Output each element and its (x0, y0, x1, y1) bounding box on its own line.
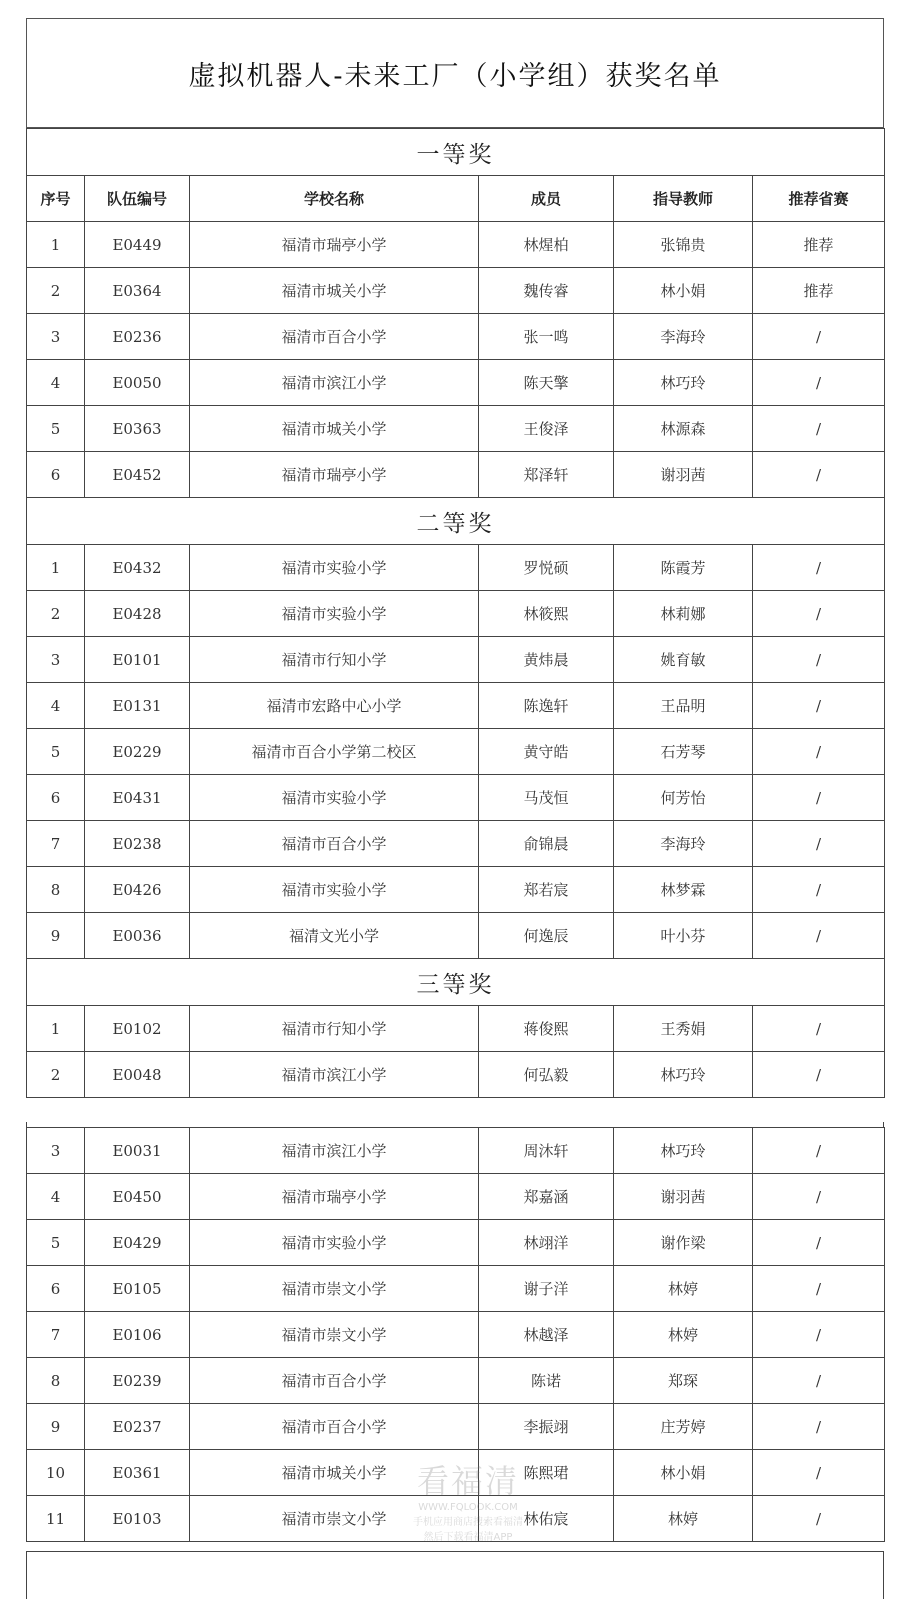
award-table-part2 (26, 1127, 885, 1542)
cell-teacher: 谢羽茜 (614, 452, 753, 498)
cell-school: 福清文光小学 (190, 913, 479, 959)
cell-school: 福清市行知小学 (190, 637, 479, 683)
watermark-line2: 然后下载看福清APP (423, 1532, 513, 1543)
cell-member: 张一鸣 (479, 314, 614, 360)
cell-member: 林佑宸 (479, 1496, 614, 1542)
watermark-brand: 看福清 (416, 1462, 519, 1500)
table-row (27, 406, 885, 452)
cell-recommend: / (753, 545, 885, 591)
cell-teacher: 林莉娜 (614, 591, 753, 637)
cell-teacher: 石芳琴 (614, 729, 753, 775)
cell-school: 福清市实验小学 (190, 591, 479, 637)
cell-member: 林越泽 (479, 1312, 614, 1358)
cell-member: 蒋俊熙 (479, 1006, 614, 1052)
table-row (27, 591, 885, 637)
cell-school: 福清市瑞亭小学 (190, 222, 479, 268)
cell-index: 5 (27, 406, 85, 452)
cell-recommend: / (753, 591, 885, 637)
table-row (27, 360, 885, 406)
table-row (27, 683, 885, 729)
table-row (27, 1404, 885, 1450)
cell-teacher: 郑琛 (614, 1358, 753, 1404)
cell-school: 福清市百合小学 (190, 1358, 479, 1404)
cell-recommend: / (753, 729, 885, 775)
cell-index: 6 (27, 452, 85, 498)
cell-recommend: / (753, 452, 885, 498)
cell-recommend: / (753, 1220, 885, 1266)
cell-member: 黄守皓 (479, 729, 614, 775)
cell-school: 福清市实验小学 (190, 1220, 479, 1266)
cell-team-id: E0426 (85, 867, 190, 913)
cell-index: 6 (27, 1266, 85, 1312)
cell-recommend: / (753, 1496, 885, 1542)
cell-index: 1 (27, 1006, 85, 1052)
cell-teacher: 庄芳婷 (614, 1404, 753, 1450)
table-row (27, 1312, 885, 1358)
cell-school: 福清市百合小学 (190, 821, 479, 867)
cell-team-id: E0364 (85, 268, 190, 314)
award-level-label: 一等奖 (27, 129, 885, 176)
cell-member: 林煋柏 (479, 222, 614, 268)
cell-recommend: / (753, 360, 885, 406)
cell-team-id: E0432 (85, 545, 190, 591)
cell-index: 3 (27, 314, 85, 360)
table-row (27, 268, 885, 314)
cell-teacher: 林小娟 (614, 268, 753, 314)
award-level-row (27, 959, 885, 1006)
cell-teacher: 林小娟 (614, 1450, 753, 1496)
cell-team-id: E0101 (85, 637, 190, 683)
cell-member: 陈熙珺 (479, 1450, 614, 1496)
award-table-part1 (26, 128, 885, 1098)
watermark-url: WWW.FQLOOK.COM (418, 1502, 518, 1513)
cell-index: 8 (27, 867, 85, 913)
cell-index: 4 (27, 360, 85, 406)
cell-index: 1 (27, 545, 85, 591)
cell-member: 黄炜晨 (479, 637, 614, 683)
cell-recommend: / (753, 821, 885, 867)
cell-school: 福清市百合小学 (190, 1404, 479, 1450)
cell-recommend: / (753, 406, 885, 452)
table-row (27, 1006, 885, 1052)
document-title: 虚拟机器人-未来工厂（小学组）获奖名单 (26, 18, 884, 128)
table-row (27, 867, 885, 913)
cell-team-id: E0237 (85, 1404, 190, 1450)
cell-teacher: 李海玲 (614, 821, 753, 867)
cell-index: 7 (27, 1312, 85, 1358)
table-row (27, 637, 885, 683)
column-header: 指导教师 (614, 176, 753, 222)
column-header: 推荐省赛 (753, 176, 885, 222)
cell-recommend: / (753, 1052, 885, 1098)
cell-school: 福清市百合小学 (190, 314, 479, 360)
table-row (27, 1128, 885, 1174)
table-row (27, 314, 885, 360)
cell-teacher: 姚育敏 (614, 637, 753, 683)
cell-teacher: 林婷 (614, 1496, 753, 1542)
cell-index: 6 (27, 775, 85, 821)
table-row (27, 1266, 885, 1312)
cell-team-id: E0036 (85, 913, 190, 959)
cell-recommend: / (753, 1174, 885, 1220)
cell-team-id: E0105 (85, 1266, 190, 1312)
cell-member: 谢子洋 (479, 1266, 614, 1312)
cell-teacher: 林婷 (614, 1266, 753, 1312)
cell-member: 郑泽轩 (479, 452, 614, 498)
cell-member: 林翊洋 (479, 1220, 614, 1266)
cell-school: 福清市瑞亭小学 (190, 1174, 479, 1220)
cell-recommend: / (753, 775, 885, 821)
cell-member: 王俊泽 (479, 406, 614, 452)
cell-teacher: 王品明 (614, 683, 753, 729)
award-level-label: 二等奖 (27, 498, 885, 545)
cell-index: 3 (27, 1128, 85, 1174)
cell-member: 俞锦晨 (479, 821, 614, 867)
cell-school: 福清市实验小学 (190, 775, 479, 821)
cell-teacher: 谢作梁 (614, 1220, 753, 1266)
cell-school: 福清市实验小学 (190, 545, 479, 591)
cell-school: 福清市百合小学第二校区 (190, 729, 479, 775)
next-page-top (26, 1551, 884, 1599)
cell-school: 福清市滨江小学 (190, 1052, 479, 1098)
table-row (27, 1450, 885, 1496)
cell-school: 福清市城关小学 (190, 268, 479, 314)
cell-school: 福清市崇文小学 (190, 1496, 479, 1542)
table-row (27, 1174, 885, 1220)
cell-school: 福清市城关小学 (190, 1450, 479, 1496)
table-row (27, 821, 885, 867)
table-row (27, 222, 885, 268)
cell-index: 5 (27, 1220, 85, 1266)
cell-recommend: / (753, 314, 885, 360)
cell-team-id: E0239 (85, 1358, 190, 1404)
cell-school: 福清市滨江小学 (190, 360, 479, 406)
cell-index: 9 (27, 913, 85, 959)
cell-school: 福清市崇文小学 (190, 1312, 479, 1358)
cell-team-id: E0236 (85, 314, 190, 360)
cell-teacher: 叶小芬 (614, 913, 753, 959)
cell-teacher: 何芳怡 (614, 775, 753, 821)
cell-team-id: E0229 (85, 729, 190, 775)
award-sheet (26, 18, 884, 1098)
cell-teacher: 李海玲 (614, 314, 753, 360)
cell-index: 4 (27, 683, 85, 729)
cell-team-id: E0449 (85, 222, 190, 268)
cell-index: 4 (27, 1174, 85, 1220)
cell-school: 福清市滨江小学 (190, 1128, 479, 1174)
cell-school: 福清市实验小学 (190, 867, 479, 913)
award-sheet-continued (26, 1127, 884, 1542)
cell-member: 何弘毅 (479, 1052, 614, 1098)
cell-recommend: / (753, 913, 885, 959)
cell-recommend: 推荐 (753, 222, 885, 268)
table-row (27, 775, 885, 821)
cell-teacher: 王秀娟 (614, 1006, 753, 1052)
award-level-row (27, 498, 885, 545)
cell-member: 陈天擎 (479, 360, 614, 406)
cell-teacher: 林婷 (614, 1312, 753, 1358)
cell-index: 7 (27, 821, 85, 867)
cell-teacher: 林源森 (614, 406, 753, 452)
cell-index: 10 (27, 1450, 85, 1496)
table-row (27, 545, 885, 591)
watermark-line1: 手机应用商店搜索看福清 (413, 1517, 523, 1528)
cell-member: 林筱熙 (479, 591, 614, 637)
cell-school: 福清市瑞亭小学 (190, 452, 479, 498)
cell-recommend: / (753, 1006, 885, 1052)
cell-member: 何逸辰 (479, 913, 614, 959)
column-header: 学校名称 (190, 176, 479, 222)
table-row (27, 1496, 885, 1542)
cell-school: 福清市城关小学 (190, 406, 479, 452)
cell-member: 郑若宸 (479, 867, 614, 913)
cell-team-id: E0102 (85, 1006, 190, 1052)
cell-recommend: 推荐 (753, 268, 885, 314)
cell-school: 福清市行知小学 (190, 1006, 479, 1052)
header-row (27, 176, 885, 222)
cell-member: 郑嘉涵 (479, 1174, 614, 1220)
cell-team-id: E0103 (85, 1496, 190, 1542)
cell-teacher: 林巧玲 (614, 1052, 753, 1098)
cell-teacher: 林梦霖 (614, 867, 753, 913)
cell-teacher: 陈霞芳 (614, 545, 753, 591)
cell-recommend: / (753, 683, 885, 729)
cell-school: 福清市宏路中心小学 (190, 683, 479, 729)
table-row (27, 452, 885, 498)
cell-index: 3 (27, 637, 85, 683)
award-level-label: 三等奖 (27, 959, 885, 1006)
cell-index: 2 (27, 268, 85, 314)
cell-recommend: / (753, 867, 885, 913)
cell-index: 8 (27, 1358, 85, 1404)
cell-recommend: / (753, 1450, 885, 1496)
cell-recommend: / (753, 1266, 885, 1312)
cell-index: 2 (27, 1052, 85, 1098)
cell-team-id: E0238 (85, 821, 190, 867)
cell-index: 11 (27, 1496, 85, 1542)
cell-team-id: E0106 (85, 1312, 190, 1358)
table-row (27, 1358, 885, 1404)
cell-member: 李振翊 (479, 1404, 614, 1450)
cell-member: 魏传睿 (479, 268, 614, 314)
cell-team-id: E0048 (85, 1052, 190, 1098)
table-row (27, 729, 885, 775)
table-row (27, 1220, 885, 1266)
cell-member: 罗悦硕 (479, 545, 614, 591)
column-header: 成员 (479, 176, 614, 222)
cell-recommend: / (753, 637, 885, 683)
cell-recommend: / (753, 1312, 885, 1358)
cell-index: 1 (27, 222, 85, 268)
cell-member: 周沐轩 (479, 1128, 614, 1174)
cell-member: 陈逸轩 (479, 683, 614, 729)
cell-team-id: E0363 (85, 406, 190, 452)
cell-team-id: E0131 (85, 683, 190, 729)
cell-teacher: 张锦贵 (614, 222, 753, 268)
cell-team-id: E0031 (85, 1128, 190, 1174)
cell-recommend: / (753, 1358, 885, 1404)
table-row (27, 1052, 885, 1098)
cell-team-id: E0450 (85, 1174, 190, 1220)
cell-team-id: E0361 (85, 1450, 190, 1496)
cell-team-id: E0050 (85, 360, 190, 406)
cell-teacher: 谢羽茜 (614, 1174, 753, 1220)
award-level-row (27, 129, 885, 176)
cell-recommend: / (753, 1128, 885, 1174)
cell-teacher: 林巧玲 (614, 1128, 753, 1174)
column-header: 序号 (27, 176, 85, 222)
cell-member: 马茂恒 (479, 775, 614, 821)
column-header: 队伍编号 (85, 176, 190, 222)
cell-team-id: E0428 (85, 591, 190, 637)
cell-member: 陈诺 (479, 1358, 614, 1404)
cell-school: 福清市崇文小学 (190, 1266, 479, 1312)
cell-index: 9 (27, 1404, 85, 1450)
cell-index: 2 (27, 591, 85, 637)
cell-team-id: E0429 (85, 1220, 190, 1266)
cell-teacher: 林巧玲 (614, 360, 753, 406)
cell-team-id: E0452 (85, 452, 190, 498)
table-row (27, 913, 885, 959)
cell-recommend: / (753, 1404, 885, 1450)
cell-index: 5 (27, 729, 85, 775)
cell-team-id: E0431 (85, 775, 190, 821)
